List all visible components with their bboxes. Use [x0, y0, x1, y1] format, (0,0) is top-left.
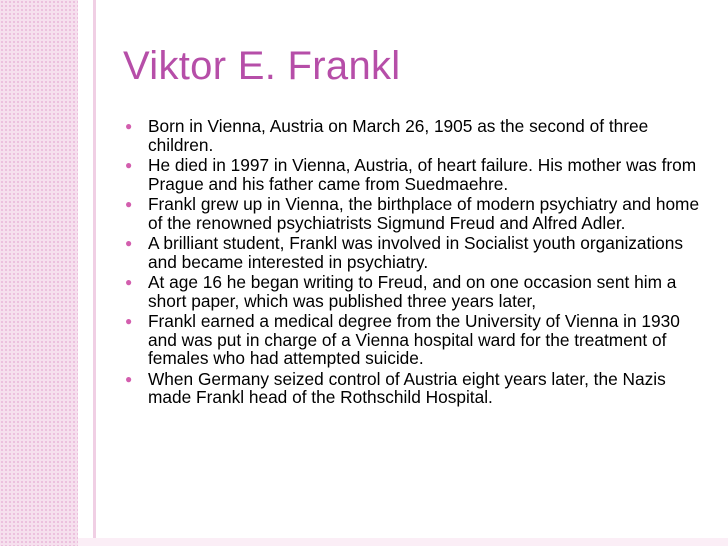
bullet-list	[123, 117, 713, 409]
bullet-icon: ●	[125, 371, 133, 386]
bullet-item	[123, 370, 713, 407]
slide-title: Viktor E. Frankl	[123, 44, 401, 88]
bullet-item	[123, 234, 713, 271]
bullet-item	[123, 156, 713, 193]
bullet-text: He died in 1997 in Vienna, Austria, of heart failure. His mother was from Prague and his father came from Suedmaehre.	[148, 155, 697, 194]
decorative-side-band	[0, 0, 78, 546]
bullet-text: When Germany seized control of Austria eight years later, the Nazis made Frankl head of the Rothschild Hospital.	[148, 368, 666, 407]
bullet-item	[123, 312, 713, 368]
bullet-text: A brilliant student, Frankl was involved in Socialist youth organizations and became interested in psychiatry.	[148, 233, 684, 272]
bullet-icon: ●	[125, 197, 133, 211]
bullet-icon: ●	[125, 275, 133, 289]
bullet-text: Born in Vienna, Austria on March 26, 1905 as the second of three children.	[148, 116, 649, 155]
decorative-bottom-rule	[78, 538, 728, 546]
bullet-item	[123, 117, 713, 154]
bullet-icon: ●	[125, 119, 133, 133]
bullet-item	[123, 273, 713, 310]
bullet-text: Frankl grew up in Vienna, the birthplace of modern psychiatry and home of the renowned psychiatrists Sigmund Freud and Alfred Adler.	[148, 194, 700, 233]
bullet-icon: ●	[125, 314, 133, 328]
bullet-icon: ●	[125, 236, 133, 250]
decorative-divider	[93, 0, 96, 546]
bullet-item	[123, 195, 713, 232]
bullet-text: At age 16 he began writing to Freud, and on one occasion sent him a short paper, which was published three years later,	[148, 272, 677, 311]
bullet-icon: ●	[125, 158, 133, 172]
bullet-text: Frankl earned a medical degree from the University of Vienna in 1930 and was put in charge of a Vienna hospital ward for the treatment of females who had attempted suicide.	[148, 311, 680, 368]
